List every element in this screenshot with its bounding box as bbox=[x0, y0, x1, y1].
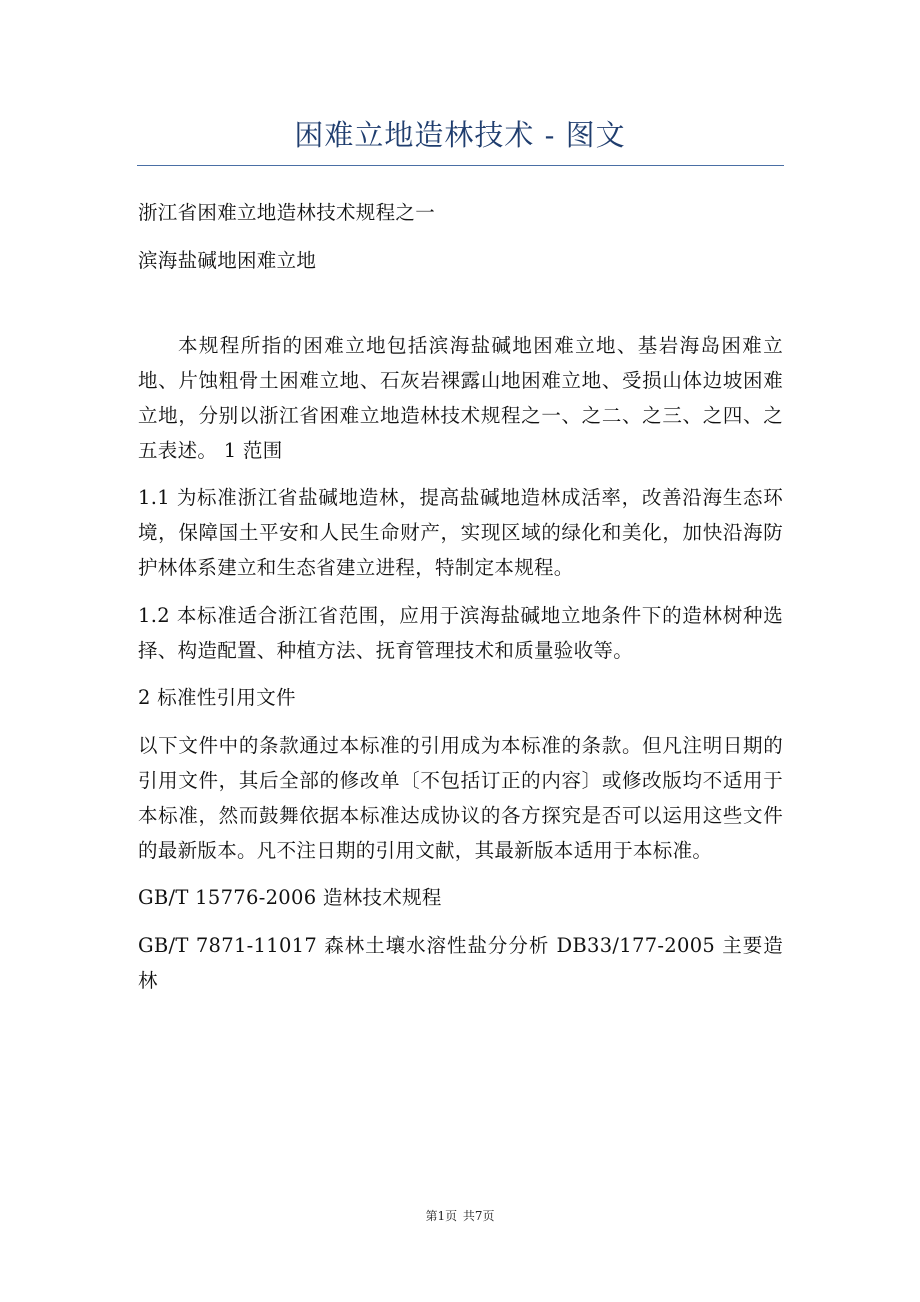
heading-subtitle: 滨海盐碱地困难立地 bbox=[138, 248, 317, 272]
paragraph-intro: 本规程所指的困难立地包括滨海盐碱地困难立地、基岩海岛困难立地、片蚀粗骨土困难立地、石灰岩裸露山地困难立地、受损山体边坡困难立地，分别以浙江省困难立地造林技术规程之一、之二、之三、之四、之五表述。 1 范围 bbox=[138, 333, 783, 462]
page-total: 共7页 bbox=[462, 1209, 495, 1223]
document-title: 困难立地造林技术 - 图文 bbox=[294, 118, 626, 152]
paragraph-1-1: 1.1 为标准浙江省盐碱地造林，提高盐碱地造林成活率，改善沿海生态环境，保障国土平安和人民生命财产，实现区域的绿化和美化，加快沿海防护林体系建立和生态省建立进程，特制定本规程。 bbox=[138, 486, 783, 579]
page-footer bbox=[0, 1206, 920, 1226]
heading-regulation: 浙江省困难立地造林技术规程之一 bbox=[138, 201, 436, 224]
reference-item: GB/T 7871-11017 森林土壤水溶性盐分分析 DB33/177-2005 主要造林 bbox=[138, 933, 783, 992]
document-body bbox=[138, 195, 783, 1010]
reference-item: GB/T 15776-2006 造林技术规程 bbox=[138, 886, 442, 909]
paragraph-references: 以下文件中的条款通过本标准的引用成为本标准的条款。但凡注明日期的引用文件，其后全部的修改单〔不包括订正的内容〕或修改版均不适用于本标准，然而鼓舞依据本标准达成协议的各方探究是否可以运用这些文件的最新版本。凡不注日期的引用文献，其最新版本适用于本标准。 bbox=[138, 733, 783, 862]
page-number: 第1页 bbox=[425, 1209, 458, 1223]
title-divider bbox=[137, 165, 784, 166]
section-heading-2: 2 标准性引用文件 bbox=[138, 686, 296, 709]
paragraph-1-2: 1.2 本标准适合浙江省范围，应用于滨海盐碱地立地条件下的造林树种选择、构造配置、种植方法、抚育管理技术和质量验收等。 bbox=[138, 603, 783, 662]
